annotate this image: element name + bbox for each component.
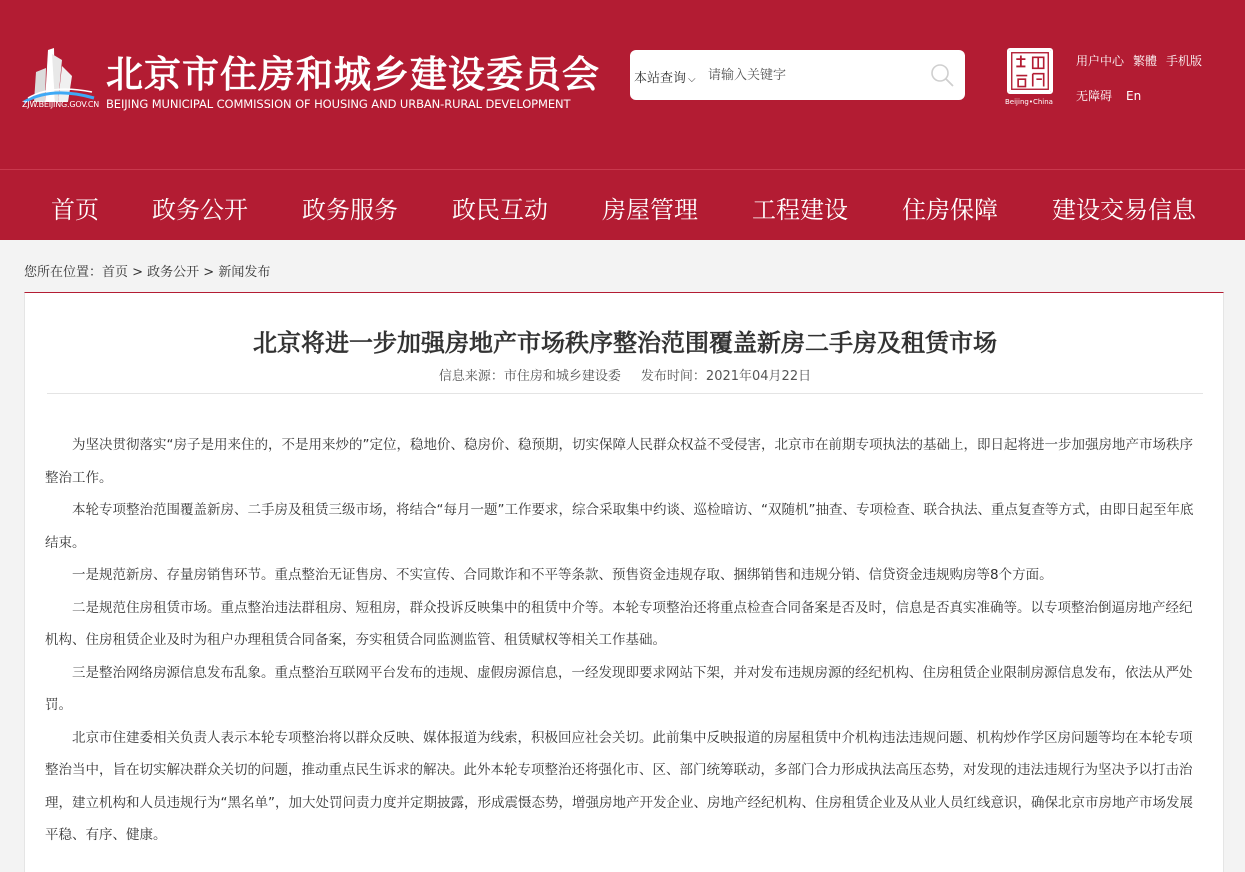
breadcrumb: 您所在位置：首页 > 政务公开 > 新闻发布 bbox=[24, 265, 271, 280]
accessibility-link[interactable]: 无障碍 bbox=[1076, 89, 1113, 103]
article-date: 发布时间：2021年04月22日 bbox=[640, 369, 812, 384]
divider bbox=[47, 393, 1203, 394]
search-icon[interactable] bbox=[928, 61, 956, 89]
traditional-chinese-link[interactable]: 繁體 bbox=[1133, 54, 1158, 68]
article-body bbox=[45, 429, 1204, 852]
chevron-down-icon: ⌵ bbox=[688, 74, 696, 85]
top-links bbox=[1076, 52, 1211, 104]
article-title: 北京将进一步加强房地产市场秩序整治范围覆盖新房二手房及租赁市场 bbox=[253, 329, 997, 357]
article-paragraph: 本轮专项整治范围覆盖新房、二手房及租赁三级市场，将结合“每月一题”工作要求，综合采取集中约谈、巡检暗访、“双随机”抽查、专项检查、联合执法、重点复查等方式，由即日起至年底结束。 bbox=[45, 502, 1194, 551]
article-paragraph: 二是规范住房租赁市场。重点整治违法群租房、短租房，群众投诉反映集中的租赁中介等。本轮专项整治还将重点检查合同备案是否及时，信息是否真实准确等。以专项整治倒逼房地产经纪机构、住房租赁企业及时为租户办理租赁合同备案，夯实租赁合同监测监管、租赁赋权等相关工作基础。 bbox=[45, 599, 1193, 648]
nav-item-trading-info[interactable]: 建设交易信息 bbox=[1052, 196, 1196, 224]
article-paragraph: 一是规范新房、存量房销售环节。重点整治无证售房、不实宣传、合同欺诈和不平等条款、预售资金违规存取、捆绑销售和违规分销、信贷资金违规购房等8个方面。 bbox=[72, 567, 1053, 583]
nav-item-housing-security[interactable]: 住房保障 bbox=[902, 196, 998, 224]
main-nav bbox=[0, 169, 1245, 240]
nav-item-government-affairs[interactable]: 政务公开 bbox=[152, 196, 248, 224]
site-subtitle: BEIJING MUNICIPAL COMMISSION OF HOUSING AND URBAN-RURAL DEVELOPMENT bbox=[106, 97, 571, 111]
capital-logo[interactable] bbox=[1003, 48, 1057, 108]
article bbox=[24, 292, 1224, 872]
article-paragraph: 北京市住建委相关负责人表示本轮专项整治将以群众反映、媒体报道为线索，积极回应社会关切。此前集中反映报道的房屋租赁中介机构违法违规问题、机构炒作学区房问题等均在本轮专项整治当中，旨在切实解决群众关切的问题，推动重点民生诉求的解决。此外本轮专项整治还将强化市、区、部门统筹联动，多部门合力形成执法高压态势，对发现的违法违规行为坚决予以打击治理，建立机构和人员违规行为“黑名单”，加大处罚问责力度并定期披露，形成震慑态势，增强房地产开发企业、房地产经纪机构、住房租赁企业及从业人员红线意识，确保北京市房地产市场发展平稳、有序、健康。 bbox=[45, 729, 1193, 843]
mobile-version-link[interactable]: 手机版 bbox=[1166, 54, 1203, 68]
nav-item-construction[interactable]: 工程建设 bbox=[752, 196, 848, 224]
site-title[interactable]: 北京市住房和城乡建设委员会 bbox=[106, 53, 600, 96]
search-scope-label: 本站查询 bbox=[634, 71, 687, 86]
article-meta bbox=[25, 365, 1225, 384]
search-box bbox=[630, 50, 965, 100]
nav-item-government-services[interactable]: 政务服务 bbox=[302, 196, 398, 224]
user-center-link[interactable]: 用户中心 bbox=[1076, 54, 1125, 68]
search-scope-select[interactable] bbox=[634, 67, 696, 86]
nav-item-housing-management[interactable]: 房屋管理 bbox=[602, 196, 698, 224]
nav-item-public-interaction[interactable]: 政民互动 bbox=[452, 196, 548, 224]
nav-item-home[interactable]: 首页 bbox=[51, 196, 99, 224]
site-header bbox=[0, 0, 1245, 169]
logo-url: ZJW.BEIJING.GOV.CN bbox=[22, 100, 100, 109]
article-source: 信息来源：市住房和城乡建设委 bbox=[438, 369, 621, 384]
article-paragraph: 为坚决贯彻落实“房子是用来住的，不是用来炒的”定位，稳地价、稳房价、稳预期，切实保障人民群众权益不受侵害，北京市在前期专项执法的基础上，即日起将进一步加强房地产市场秩序整治工作。 bbox=[45, 437, 1193, 486]
english-link[interactable]: En bbox=[1126, 89, 1142, 103]
search-input[interactable] bbox=[708, 62, 918, 88]
capital-seal-icon bbox=[1007, 48, 1053, 94]
article-paragraph: 三是整治网络房源信息发布乱象。重点整治互联网平台发布的违规、虚假房源信息，一经发现即要求网站下架，并对发布违规房源的经纪机构、住房租赁企业限制房源信息发布，依法从严处罚。 bbox=[45, 664, 1193, 713]
capital-logo-caption: Beijing•China bbox=[1005, 98, 1053, 106]
